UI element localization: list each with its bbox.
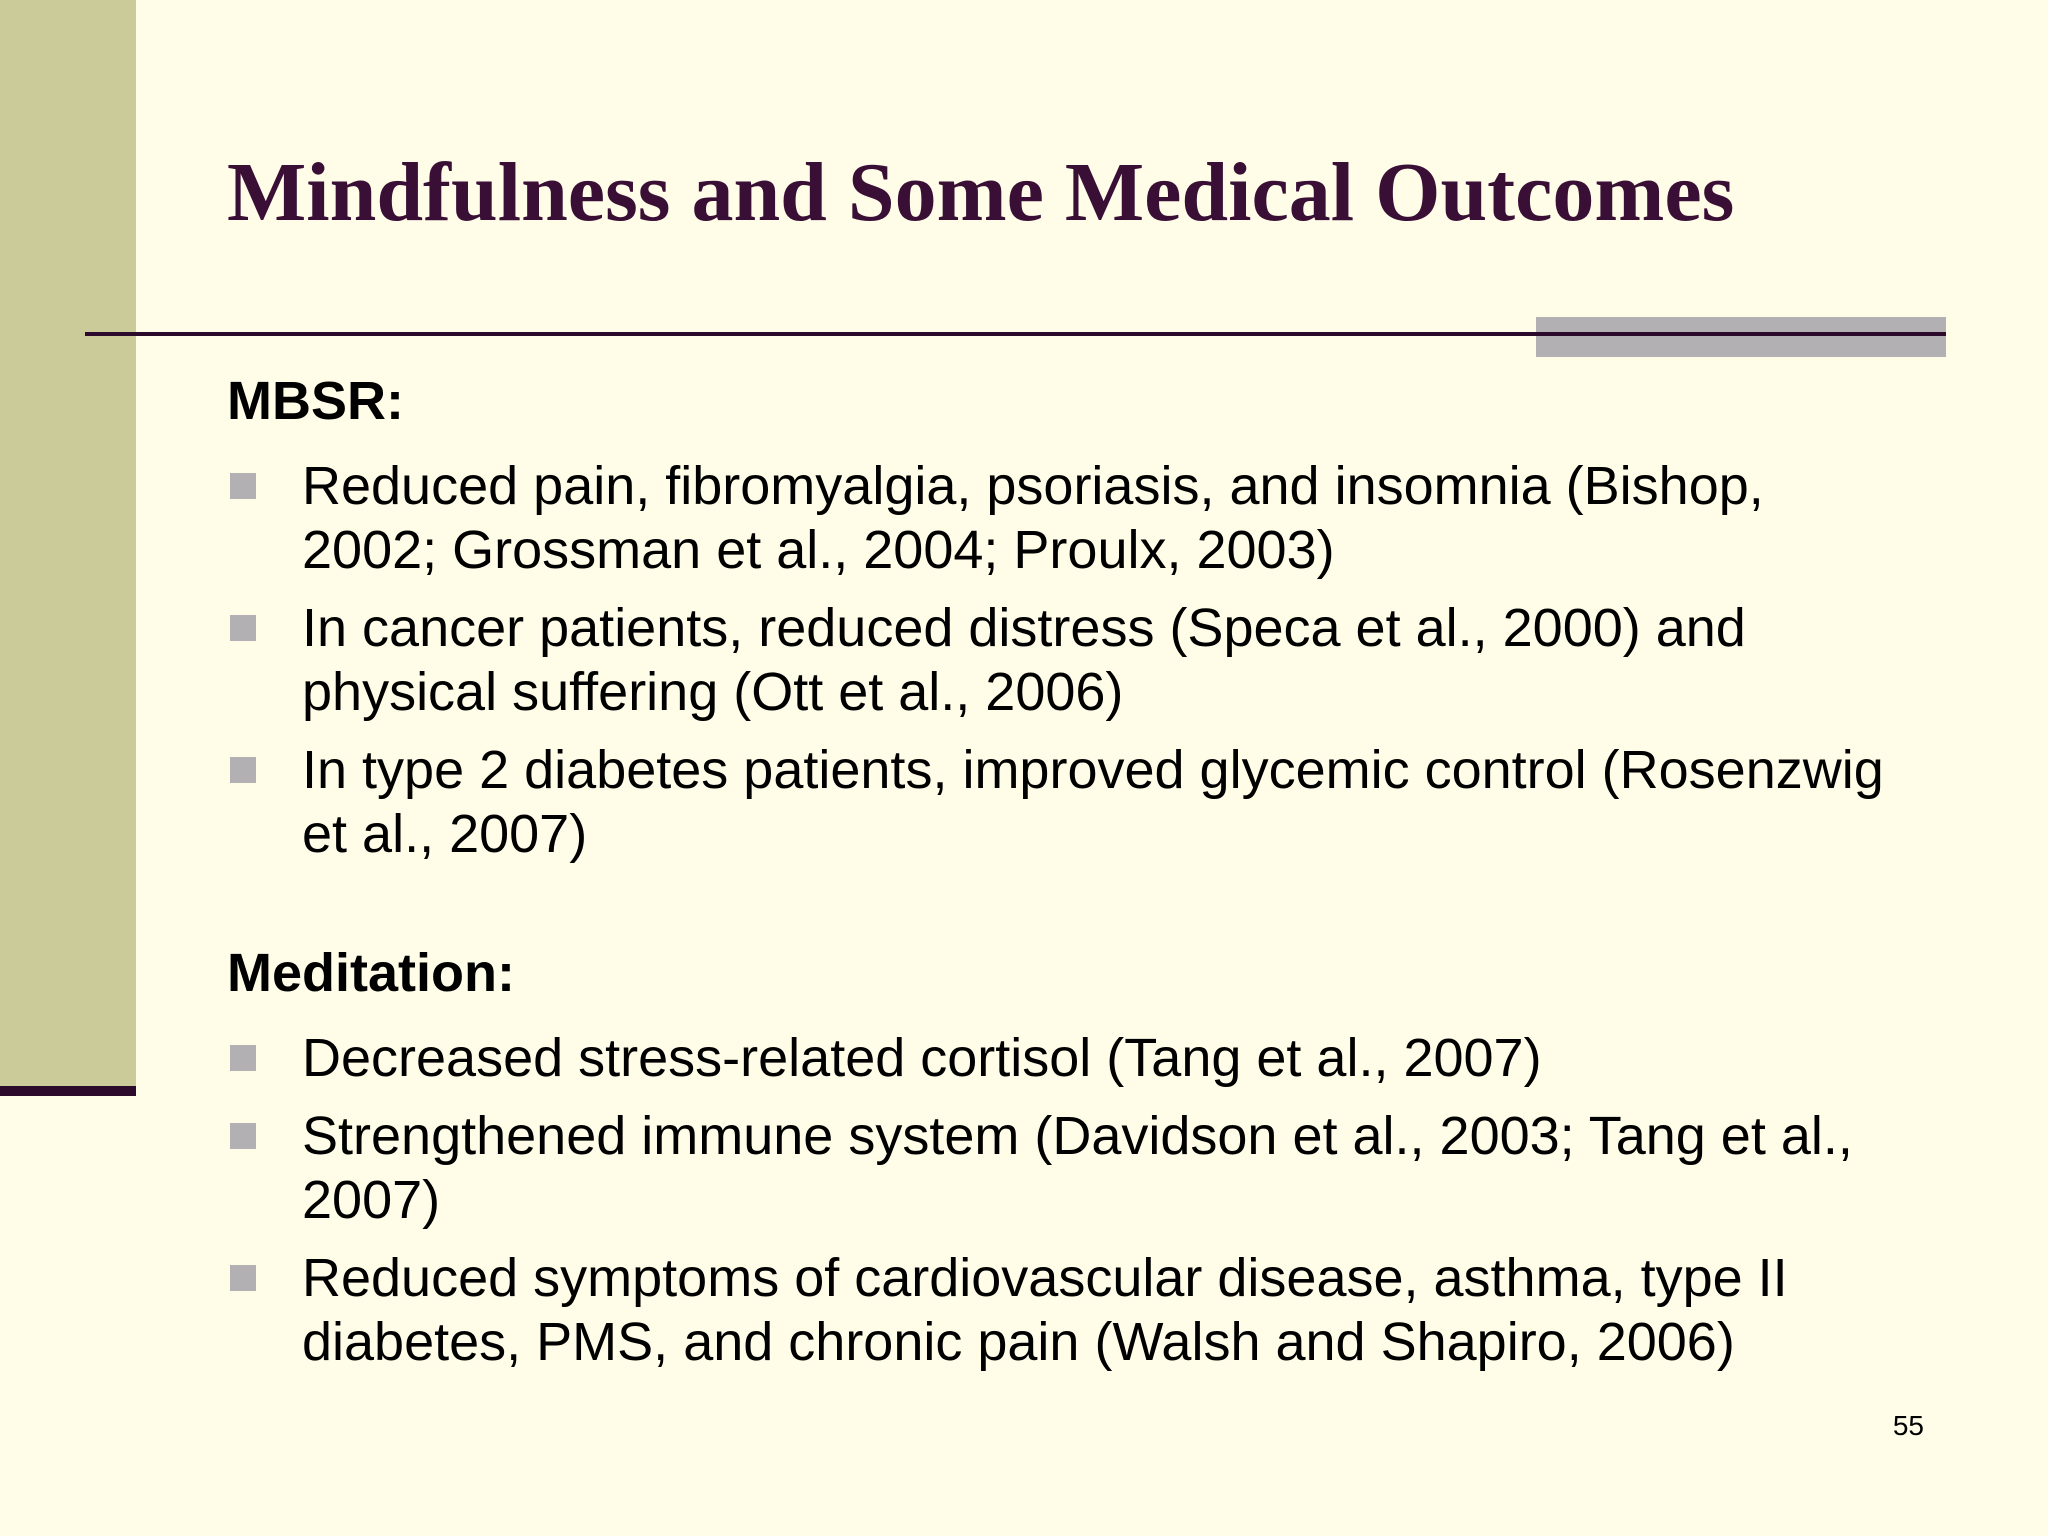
list-item [227, 596, 1907, 724]
slide-number: 55 [1892, 1410, 1924, 1441]
bullet-text: Reduced pain, fibromyalgia, psoriasis, and insomnia (Bishop, 2002; Grossman et al., 2004; Proulx, 2003) [302, 456, 1764, 580]
title-rule-accent [1536, 317, 1946, 357]
bullet-list-meditation [227, 1026, 1907, 1374]
bullet-text: Decreased stress-related cortisol (Tang et al., 2007) [302, 1028, 1542, 1088]
left-accent-bar [0, 0, 136, 1086]
section-heading-mbsr: MBSR: [227, 371, 404, 431]
square-bullet-icon [230, 1123, 256, 1149]
bullet-text: In type 2 diabetes patients, improved glycemic control (Rosenzwig et al., 2007) [302, 740, 1884, 864]
list-item [227, 1026, 1907, 1090]
square-bullet-icon [230, 1265, 256, 1291]
bullet-text: Strengthened immune system (Davidson et al., 2003; Tang et al., 2007) [302, 1106, 1853, 1230]
list-item [227, 738, 1907, 866]
slide-title: Mindfulness and Some Medical Outcomes [227, 146, 1735, 239]
bullet-text: Reduced symptoms of cardiovascular disease, asthma, type II diabetes, PMS, and chronic pain (Walsh and Shapiro, 2006) [302, 1248, 1788, 1372]
slide-body [227, 362, 1907, 1374]
list-item [227, 454, 1907, 582]
square-bullet-icon [230, 1045, 256, 1071]
bullet-list-mbsr [227, 454, 1907, 866]
square-bullet-icon [230, 473, 256, 499]
list-item [227, 1246, 1907, 1374]
title-divider [85, 332, 1946, 336]
section-heading-meditation: Meditation: [227, 943, 515, 1003]
bullet-text: In cancer patients, reduced distress (Speca et al., 2000) and physical suffering (Ott et al., 2006) [302, 598, 1746, 722]
left-accent-underline [0, 1086, 136, 1096]
square-bullet-icon [230, 615, 256, 641]
list-item [227, 1104, 1907, 1232]
square-bullet-icon [230, 757, 256, 783]
